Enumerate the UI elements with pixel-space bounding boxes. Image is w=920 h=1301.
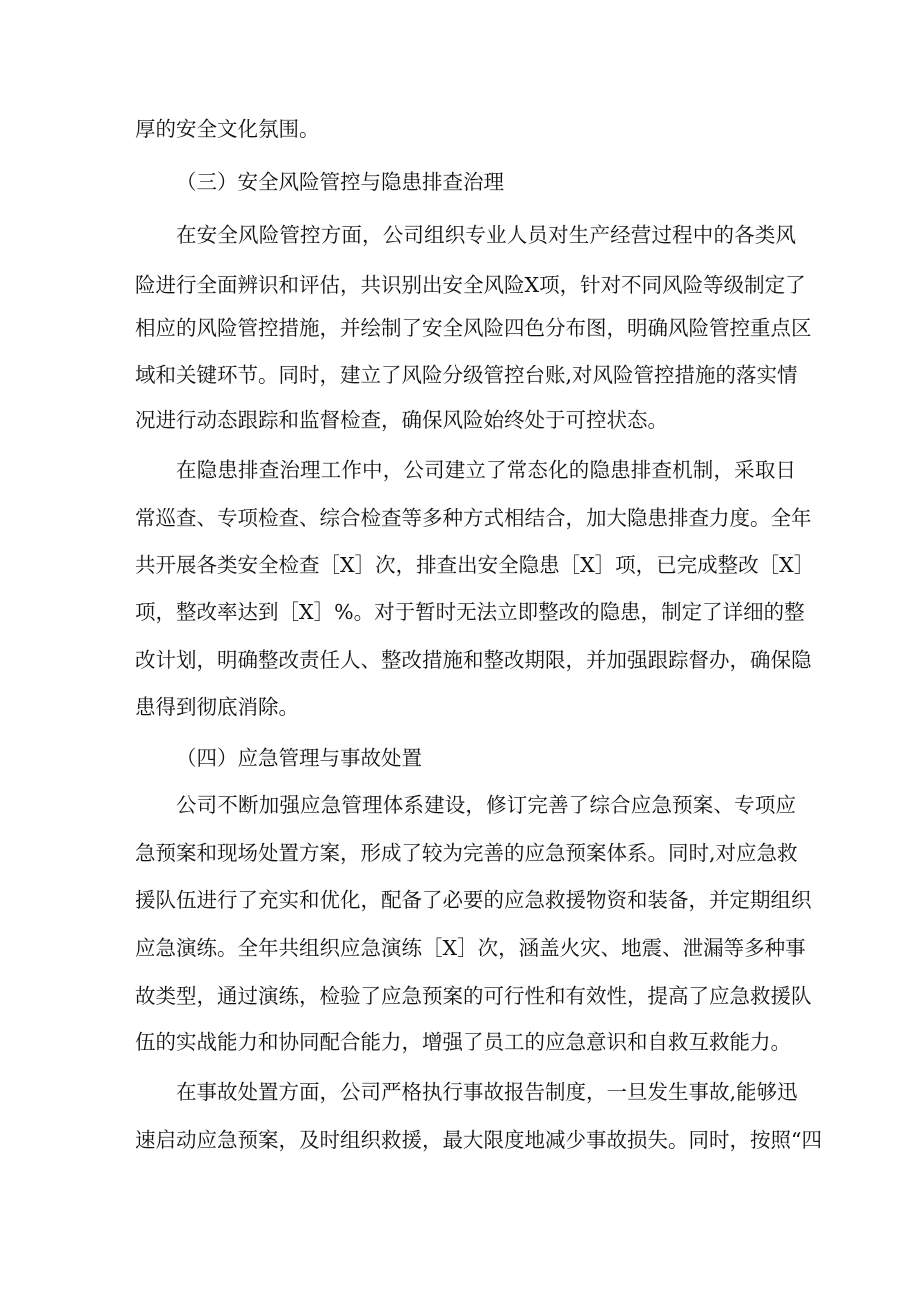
paragraph-line: 公司不断加强应急管理体系建设，修订完善了综合应急预案、专项应 — [176, 793, 796, 817]
paragraph-line: 域和关键环节。同时，建立了风险分级管控台账,对风险管控措施的落实情 — [135, 363, 798, 387]
paragraph-line: 速启动应急预案，及时组织救援，最大限度地减少事故损失。同时，按照“四 — [135, 1128, 822, 1152]
paragraph-line: 患得到彻底消除。 — [135, 695, 299, 719]
paragraph-line: 况进行动态跟踪和监督检查，确保风险始终处于可控状态。 — [135, 408, 668, 432]
paragraph-line: 在隐患排查治理工作中，公司建立了常态化的隐患排查机制，采取日 — [176, 458, 796, 482]
paragraph-line: 应急演练。全年共组织应急演练［X］次，涵盖火灾、地震、泄漏等多种事 — [135, 936, 806, 960]
section-heading: （三）安全风险管控与隐患排查治理 — [176, 170, 504, 194]
paragraph-line: 改计划，明确整改责任人、整改措施和整改期限，并加强跟踪督办，确保隐 — [135, 648, 812, 672]
paragraph-line: 在事故处置方面，公司严格执行事故报告制度，一旦发生事故,能够迅 — [176, 1080, 798, 1104]
paragraph-line: 急预案和现场处置方案，形成了较为完善的应急预案体系。同时,对应急救 — [135, 841, 798, 865]
paragraph-line: 援队伍进行了充实和优化，配备了必要的应急救援物资和装备，并定期组织 — [135, 888, 812, 912]
paragraph-line: 险进行全面辨识和评估，共识别出安全风险X项，针对不同风险等级制定了 — [135, 273, 806, 297]
paragraph-line: 伍的实战能力和协同配合能力，增强了员工的应急意识和自救互救能力。 — [135, 1030, 791, 1054]
section-heading: （四）应急管理与事故处置 — [176, 746, 422, 770]
paragraph-line: 共开展各类安全检查［X］次，排查出安全隐患［X］项，已完成整改［X］ — [135, 553, 815, 577]
paragraph-line: 常巡查、专项检查、综合检查等多种方式相结合，加大隐患排查力度。全年 — [135, 506, 812, 530]
paragraph-line: 项，整改率达到［X］%。对于暂时无法立即整改的隐患，制定了详细的整 — [135, 600, 805, 624]
paragraph-line: 在安全风险管控方面，公司组织专业人员对生产经营过程中的各类风 — [176, 223, 796, 247]
text-line: 厚的安全文化氛围。 — [135, 117, 320, 141]
paragraph-line: 故类型，通过演练，检验了应急预案的可行性和有效性，提高了应急救援队 — [135, 984, 812, 1008]
paragraph-line: 相应的风险管控措施，并绘制了安全风险四色分布图，明确风险管控重点区 — [135, 316, 812, 340]
